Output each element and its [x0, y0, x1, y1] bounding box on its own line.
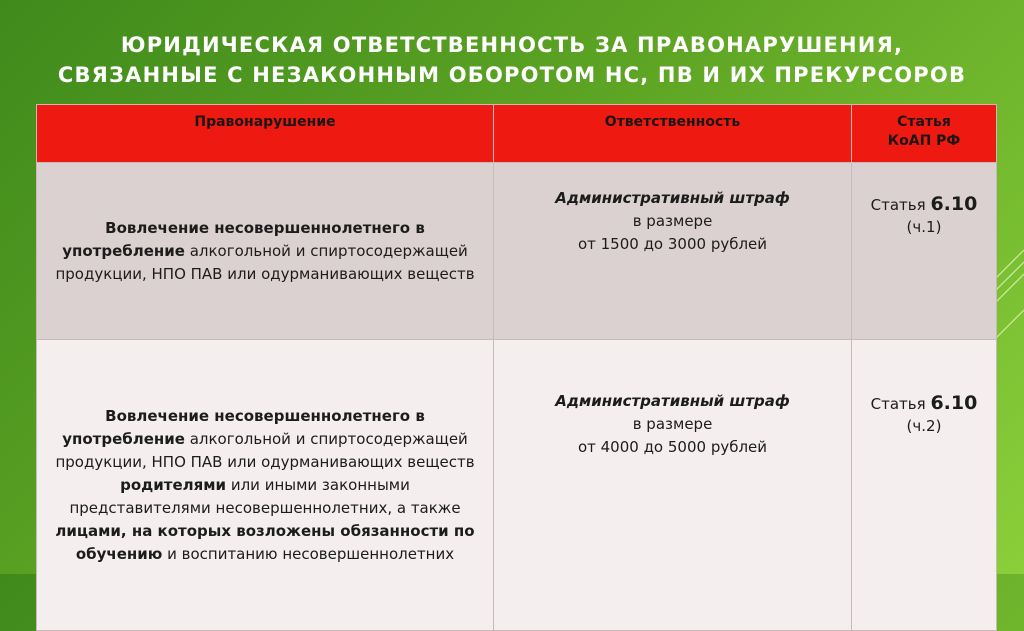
article-cell [852, 163, 997, 340]
article-prefix: Статья [870, 196, 931, 214]
table-row [37, 163, 997, 340]
slide-title [0, 30, 1024, 90]
offense-bold-text: Вовлечение несовершеннолетнего в употребление [62, 406, 425, 448]
responsibility-cell [494, 340, 852, 631]
article-number: 6.10 [930, 193, 978, 215]
table-header-row [37, 105, 997, 163]
offense-bold-parents: родителями [120, 475, 227, 494]
title-line-1: ЮРИДИЧЕСКАЯ ОТВЕТСТВЕННОСТЬ ЗА ПРАВОНАРУШЕНИЯ, [120, 33, 904, 57]
responsibility-cell [494, 163, 852, 340]
article-number: 6.10 [930, 392, 978, 414]
article-cell [852, 340, 997, 631]
header-article [852, 105, 997, 163]
title-line-2: СВЯЗАННЫЕ С НЕЗАКОННЫМ ОБОРОТОМ НС, ПВ И ИХ ПРЕКУРСОРОВ [57, 63, 967, 87]
penalty-amount: от 4000 до 5000 рублей [577, 438, 768, 456]
article-prefix: Статья [870, 395, 931, 413]
offense-text-3: и воспитанию несовершеннолетних [162, 544, 455, 563]
offense-cell [37, 340, 494, 631]
penalty-amount: от 1500 до 3000 рублей [577, 235, 768, 253]
offense-text: алкогольной и спиртосодержащей продукции, НПО ПАВ или одурманивающих веществ [55, 429, 475, 471]
offense-cell [37, 163, 494, 340]
offense-bold-text: Вовлечение несовершеннолетнего в употребление [62, 218, 425, 260]
offense-text-2: или иными законными представителями несовершеннолетних, а также [69, 475, 461, 517]
penalty-line2: в размере [632, 415, 713, 433]
offense-text: алкогольной и спиртосодержащей продукции, НПО ПАВ или одурманивающих веществ [55, 241, 475, 283]
header-article-line2: КоАП РФ [887, 133, 961, 149]
penalty-type: Административный штраф [555, 392, 790, 410]
offense-bold-persons: лицами, на которых возложены обязанности по обучению [55, 521, 475, 563]
header-article-line1: Статья [897, 114, 951, 130]
article-part: (ч.1) [906, 218, 942, 236]
header-responsibility: Ответственность [494, 105, 852, 163]
table-row [37, 340, 997, 631]
liability-table [36, 104, 997, 631]
header-offense: Правонарушение [37, 105, 494, 163]
penalty-type: Административный штраф [555, 189, 790, 207]
article-part: (ч.2) [906, 417, 942, 435]
penalty-line2: в размере [632, 212, 713, 230]
